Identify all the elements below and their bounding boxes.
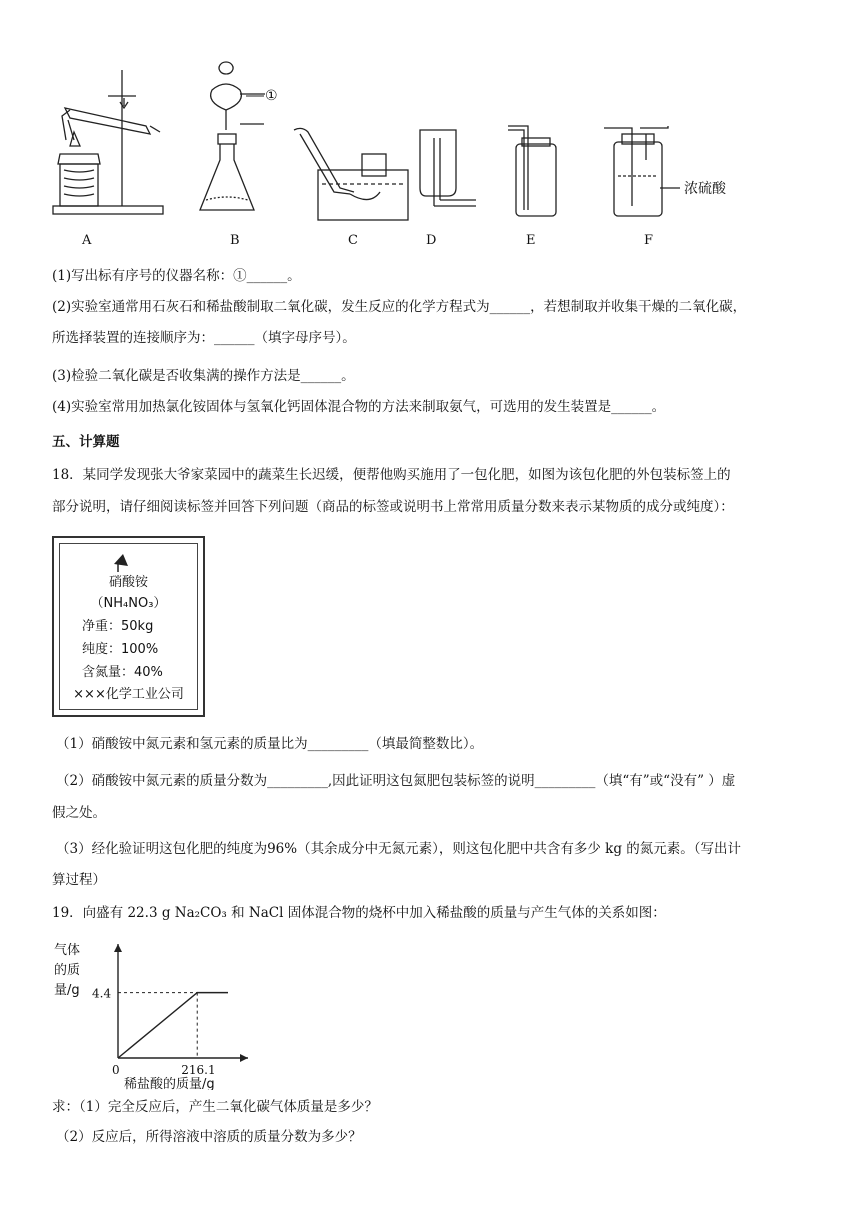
label-b: B — [230, 233, 240, 248]
gas-mass-chart — [52, 940, 282, 1090]
y-axis-label: 气体 — [54, 943, 81, 958]
q17-part2-line2: 所选择装置的连接顺序为：______（填字母序号）。 — [52, 330, 356, 346]
up-arrow-icon — [114, 552, 132, 574]
label-nitrogen: 含氮量：40% — [82, 665, 163, 680]
label-purity: 纯度：100% — [82, 642, 159, 657]
x-axis-arrow — [240, 1054, 248, 1062]
q18-sub2-line1: （2）硝酸铵中氮元素的质量分数为_________,因此证明这包氮肥包装标签的说明_________（填“有”或“没有” ）虚 — [56, 773, 736, 789]
apparatus-figure — [40, 60, 830, 260]
label-formula: （NH₄NO₃） — [90, 596, 167, 611]
label-f: F — [644, 233, 654, 248]
apparatus-b — [200, 62, 265, 210]
apparatus-c — [294, 128, 408, 220]
q18-sub3-line1: （3）经化验证明这包化肥的纯度为96%（其余成分中无氮元素），则这包化肥中共含有多少 kg 的氮元素。（写出计 — [56, 841, 741, 857]
apparatus-a — [53, 70, 163, 214]
q17-part4: (4)实验室常用加热氯化铵固体与氢氧化钙固体混合物的方法来制取氨气，可选用的发生装置是______。 — [52, 399, 666, 415]
x-axis-label: 稀盐酸的质量/g — [124, 1077, 215, 1090]
origin-label: 0 — [112, 1063, 120, 1077]
y-tick-label: 4.4 — [92, 986, 112, 1001]
x-tick-label: 216.1 — [181, 1063, 216, 1077]
label-c: C — [348, 233, 358, 248]
q18-intro-line2: 部分说明，请仔细阅读标签并回答下列问题（商品的标签或说明书上常常用质量分数来表示某物质的成分或纯度）： — [52, 499, 734, 515]
q19-sub2: （2）反应后，所得溶液中溶质的质量分数为多少？ — [56, 1129, 362, 1145]
q18-intro-line1: 18．某同学发现张大爷家菜园中的蔬菜生长迟缓，便帮他购买施用了一包化肥，如图为该包化肥的外包装标签上的 — [52, 467, 731, 483]
q18-sub1: （1）硝酸铵中氮元素和氢元素的质量比为_________（填最简整数比）。 — [56, 736, 484, 752]
q17-part3: (3)检验二氧化碳是否收集满的操作方法是______。 — [52, 368, 355, 384]
q18-sub3-line2: 算过程） — [52, 872, 106, 888]
y-axis-label: 量/g — [54, 983, 80, 998]
series-line — [118, 993, 228, 1058]
label-company: ×××化学工业公司 — [73, 687, 184, 702]
label-net-weight: 净重：50kg — [82, 619, 154, 634]
marker-circled-1: ① — [265, 88, 278, 104]
y-axis-label: 的质 — [54, 963, 81, 978]
apparatus-e — [508, 126, 556, 216]
f-caption: 浓硫酸 — [684, 181, 726, 197]
q17-part1: (1)写出标有序号的仪器名称：①______。 — [52, 268, 301, 284]
apparatus-d — [420, 130, 476, 206]
section-heading: 五、计算题 — [52, 434, 120, 450]
label-d: D — [426, 233, 437, 248]
y-axis-arrow — [114, 944, 122, 952]
label-a: A — [82, 233, 92, 248]
q17-part2-line1: (2)实验室通常用石灰石和稀盐酸制取二氧化碳，发生反应的化学方程式为______，若想制取并收集干燥的二氧化碳， — [52, 299, 747, 315]
q19-sub1: 求：（1）完全反应后，产生二氧化碳气体质量是多少？ — [52, 1099, 378, 1115]
q18-sub2-line2: 假之处。 — [52, 805, 106, 821]
label-product-name: 硝酸铵 — [108, 575, 148, 590]
label-e: E — [526, 233, 536, 248]
fertilizer-label — [52, 536, 205, 717]
q19-intro: 19．向盛有 22.3 g Na₂CO₃ 和 NaCl 固体混合物的烧杯中加入稀盐酸的质量与产生气体的关系如图： — [52, 905, 666, 921]
apparatus-f — [604, 126, 680, 216]
